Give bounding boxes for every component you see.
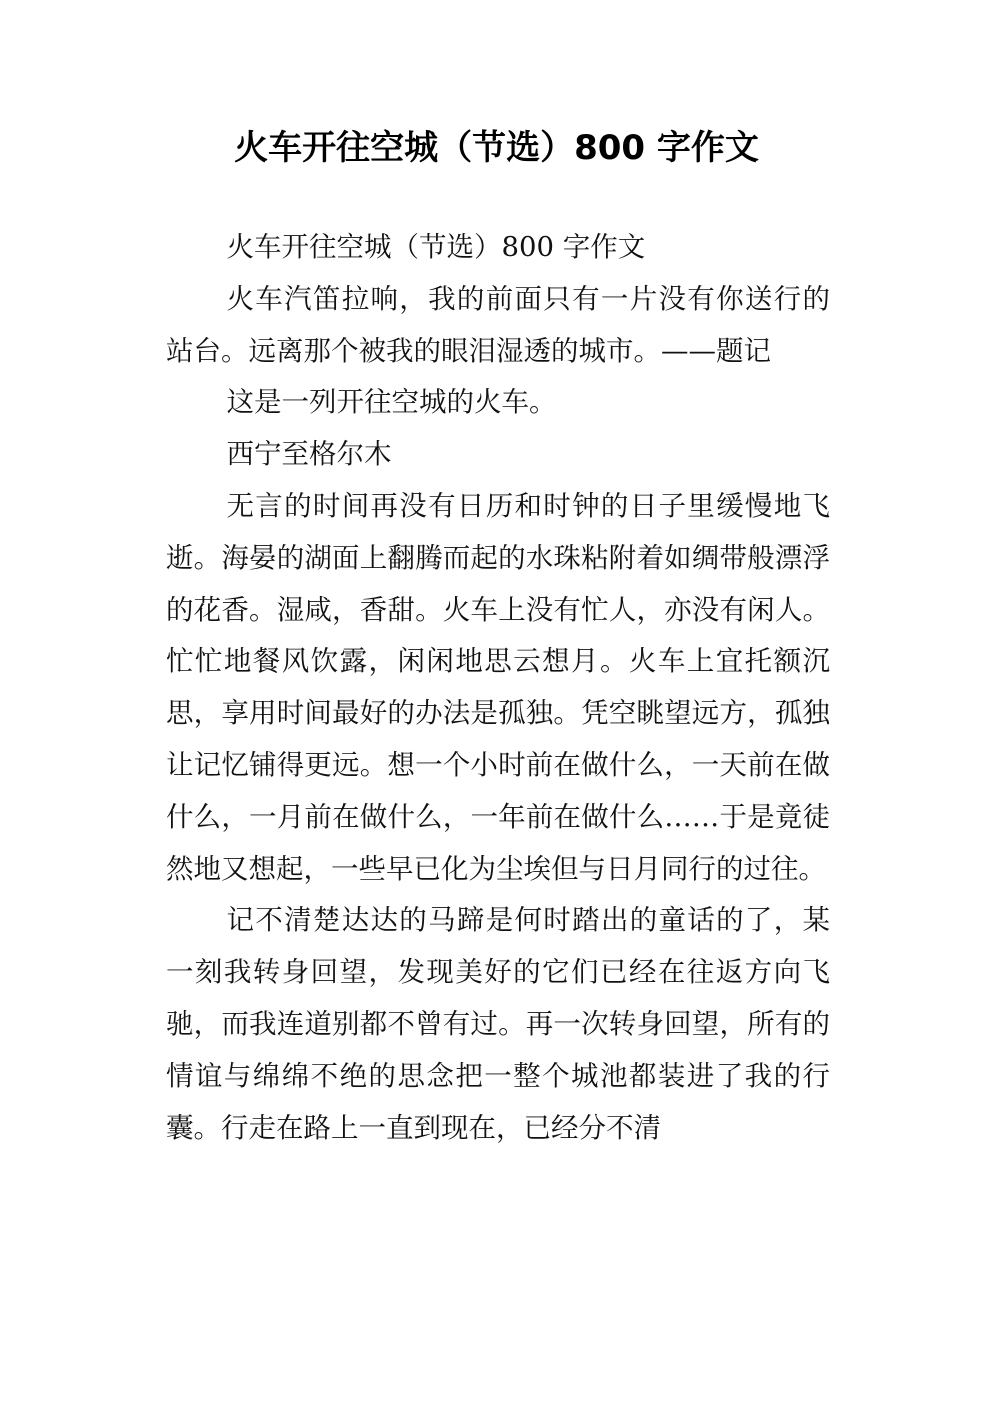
paragraph-subtitle: 火车开往空城（节选）800 字作文 [226,231,646,263]
document-title: 火车开往空城（节选）800 字作文 [234,128,759,168]
paragraph: 无言的时间再没有日历和时钟的日子里缓慢地飞逝。海晏的湖面上翻腾而起的水珠粘附着如绸带般漂浮的花香。湿咸，香甜。火车上没有忙人，亦没有闲人。忙忙地餐风饮露，闲闲地思云想月。火车上宜托额沉思，享用时间最好的办法是孤独。凭空眺望远方，孤独让记忆铺得更远。想一个小时前在做什么，一天前在做什么，一月前在做什么，一年前在做什么……于是竟徒然地又想起，一些早已化为尘埃但与日月同行的过往。 [166,489,830,885]
paragraph-epigraph: 火车汽笛拉响，我的前面只有一片没有你送行的站台。远离那个被我的眼泪湿透的城市。——题记 [166,282,830,367]
paragraph: 记不清楚达达的马蹄是何时踏出的童话的了，某一刻我转身回望，发现美好的它们已经在往返方向飞驰，而我连道别都不曾有过。再一次转身回望，所有的情谊与绵绵不绝的思念把一整个城池都装进了我的行囊。行走在路上一直到现在，已经分不清 [166,904,830,1144]
document-body [166,222,830,1154]
paragraph-route: 西宁至格尔木 [226,438,392,471]
paragraph: 这是一列开往空城的火车。 [226,386,557,419]
